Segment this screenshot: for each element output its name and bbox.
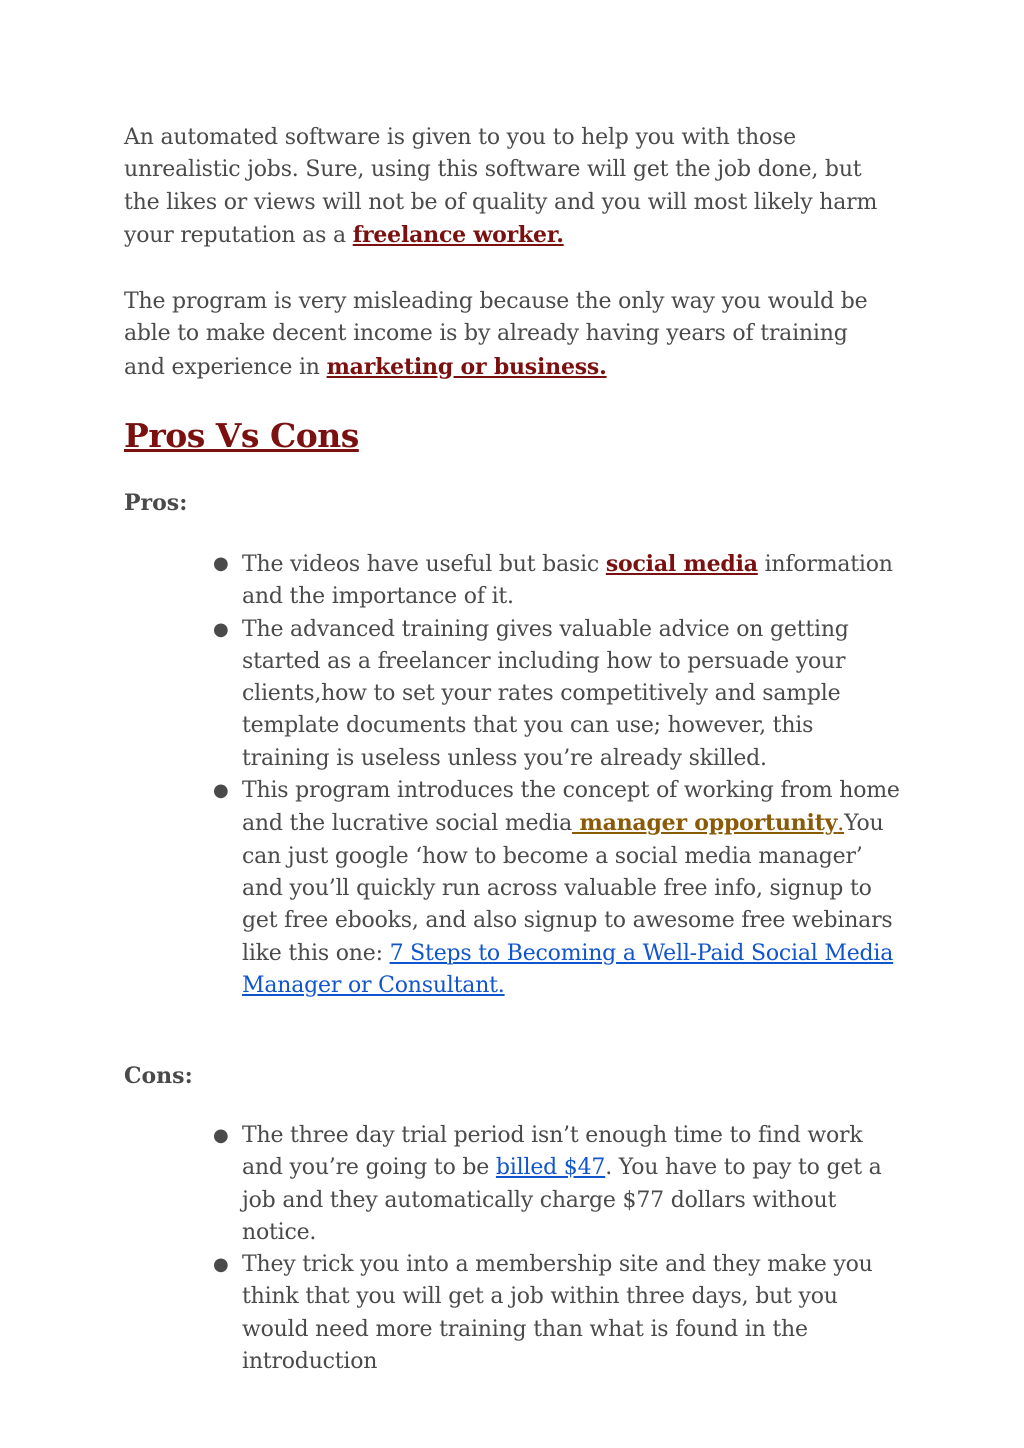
bullet-icon: ● [213,780,229,802]
manager-opportunity-link[interactable] [572,810,844,836]
pros-label: Pros: [124,490,188,516]
item-text: information and the importance of it. [242,552,893,610]
freelance-worker-link[interactable]: freelance worker. [352,221,564,248]
bullet-icon: ● [213,1254,229,1276]
marketing-business-link[interactable]: marketing or business. [326,353,607,380]
paragraph-automated-software [124,122,894,252]
cons-list [210,1120,900,1378]
item-text: . You have to pay to get a job and they automatically charge $77 dollars without notice. [242,1155,882,1245]
list-item [210,775,900,1002]
social-media-link[interactable]: social media [605,551,758,577]
paragraph-text: An automated software is given to you to help you with those unrealistic jobs. Sure, using this software will get the job done, but the likes or views will not be of quality and you will most likely harm your reputation as a [124,125,878,248]
billed-link[interactable]: billed $47 [495,1155,606,1181]
list-item [210,1120,900,1249]
link-text[interactable]: manager opportunity [572,810,838,837]
item-text: The advanced training gives valuable advice on getting started as a freelancer including how to persuade your clients,how to set your rates competitively and sample template documents that you can use; however, this training is useless unless you’re already skilled. [242,616,849,771]
item-text: The three day trial period isn’t enough time to find work and you’re going to be [242,1123,863,1181]
item-text: You can just google ‘how to become a social media manager’ and you’ll quickly run across valuable free info, signup to get free ebooks, and also signup to awesome free webinars like this one: [242,811,893,966]
pros-vs-cons-heading[interactable]: Pros Vs Cons [124,416,359,455]
item-text: They trick you into a membership site and they make you think that you will get a job within three days, but you would need more training than what is found in the introduction [242,1252,873,1375]
list-item [210,1249,900,1378]
bullet-icon: ● [213,1125,229,1146]
pros-list [210,548,900,1002]
bullet-icon: ● [213,618,229,640]
list-item [210,614,900,775]
paragraph-misleading-program [124,286,894,384]
cons-label: Cons: [124,1063,193,1089]
item-text: The videos have useful but basic [242,552,606,577]
list-item [210,548,900,614]
webinar-link[interactable]: 7 Steps to Becoming a Well-Paid Social Media Manager or Consultant. [242,940,894,998]
link-period[interactable]: . [837,811,845,837]
item-text: This program introduces the concept of working from home and the lucrative social media [242,778,900,837]
paragraph-text: The program is very misleading because the only way you would be able to make decent income is by already having years of training and experience in [124,289,868,380]
bullet-icon: ● [213,553,229,574]
